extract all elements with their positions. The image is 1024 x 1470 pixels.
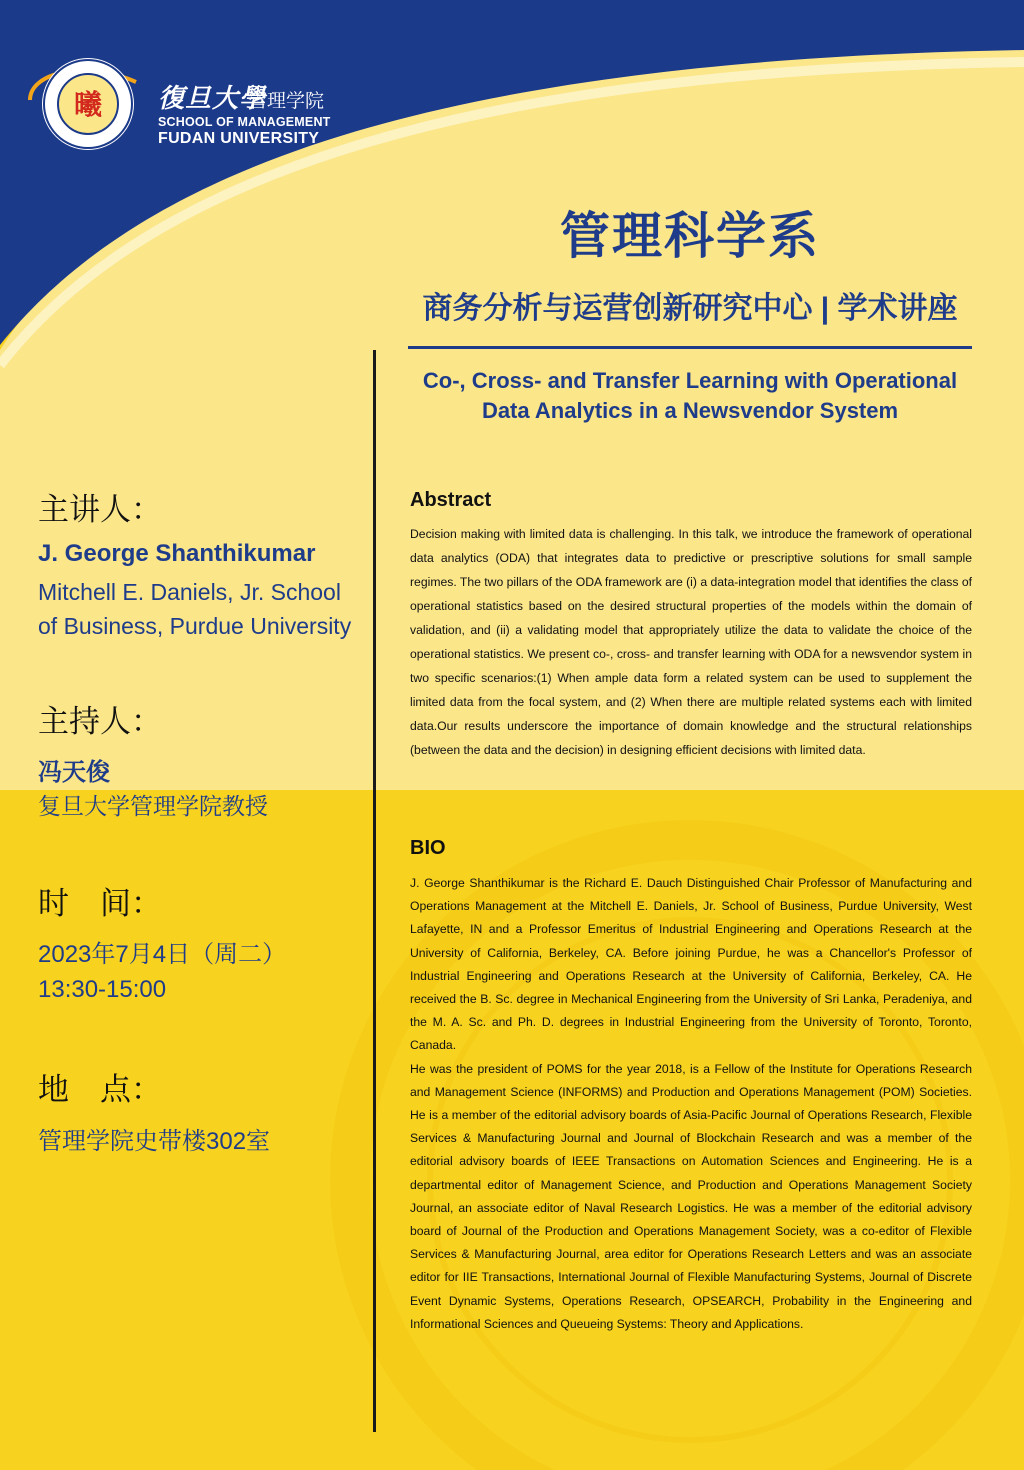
svg-text:曦: 曦 xyxy=(73,88,103,121)
event-date: 2023年7月4日（周二） xyxy=(38,941,287,968)
time-label: 时 间： xyxy=(38,886,162,921)
host-label: 主持人： xyxy=(38,704,162,739)
column-divider xyxy=(373,350,376,1432)
department-title: 管理科学系 xyxy=(560,208,820,264)
research-center-title: 商务分析与运营创新研究中心 | 学术讲座 xyxy=(422,292,958,325)
speaker-affiliation-line1: Mitchell E. Daniels, Jr. School xyxy=(38,579,341,605)
talk-title-line2: Data Analytics in a Newsvendor System xyxy=(481,398,899,423)
event-place: 管理学院史带楼302室 xyxy=(38,1128,271,1155)
bio-paragraph-2: He was the president of POMS for the year 2018, is a Fellow of the Institute for Operations Research and Management Science (INFORMS) and Production and Operations Management (POM) Societies. He is a member of the editorial advisory boards of Asia-Pacific Journal of Operations Research, Flexible Services & Manufacturing Journal and Journal of Blockchain Research and was a member of the editorial advisory boards of IEEE Transactions on Automation Sciences and Engineering. He is a departmental editor of Management Science, and Production and Operations Management Society Journal, an associate editor of Naval Research Logistics. He was a member of the editorial advisory board of Journal of the Production and Operations Management Society, was a co-editor of Flexible Services & Manufacturing Journal, area editor for Operations Research Letters and was an associate editor for IIE Transactions, International Journal of Flexible Manufacturing Systems, Journal of Discrete Event Dynamic Systems, Operations Research, OPSEARCH, Probability in the Engineering and Informational Sciences and Queueing Systems: Theory and Applications. xyxy=(410,1061,972,1331)
host-name: 冯天俊 xyxy=(38,759,110,786)
event-hours: 13:30-15:00 xyxy=(38,976,167,1003)
speaker-name: J. George Shanthikumar xyxy=(38,540,316,567)
university-script-name: 復旦大學 xyxy=(158,84,267,114)
speaker-affiliation-line2: of Business, Purdue University xyxy=(38,613,352,639)
title-rule xyxy=(408,346,972,349)
talk-title-line1: Co-, Cross- and Transfer Learning with Operational xyxy=(422,368,958,393)
university-en-name: FUDAN UNIVERSITY xyxy=(158,130,320,147)
school-emblem-icon xyxy=(26,52,144,156)
bio-paragraph-1: J. George Shanthikumar is the Richard E. Dauch Distinguished Chair Professor of Manufacturing and Operations Management at the Mitchell E. Daniels, Jr. School of Business, Purdue University, West Lafayette, IN and a Professor Emeritus of Industrial Engineering and Operations Research at the University of California, Berkeley, CA. Before joining Purdue, he was a Chancellor's Professor of Industrial Engineering and Operations Research at the University of California, Berkeley, CA. He received the B. Sc. degree in Mechanical Engineering from the University of Sri Lanka, Peradeniya, and the M. A. Sc. and Ph. D. degrees in Industrial Engineering from the University of Toronto, Toronto, Canada. xyxy=(410,876,972,1053)
speaker-affiliation xyxy=(38,575,368,643)
school-en-name: SCHOOL OF MANAGEMENT xyxy=(158,115,331,129)
talk-title xyxy=(400,366,980,426)
host-title: 复旦大学管理学院教授 xyxy=(38,793,268,819)
place-label: 地 点： xyxy=(38,1072,162,1107)
abstract-text: Decision making with limited data is challenging. In this talk, we introduce the framework of operational data analytics (ODA) that integrates data to predictive or prescriptive solutions for small sample regimes. The two pillars of the ODA framework are (i) a data-integration model that identifies the class of operational statistics based on the desired structural properties of the models within the domain of validation, and (ii) a validating model that appropriately utilize the data to validate the choice of the operational statistics. We present co-, cross- and transfer learning with ODA for a newsvendor system in two specific scenarios:(1) When ample data form a related system can be used to supplement the limited data from the focal system, and (2) When there are multiple related systems each with limited data.Our results underscore the importance of domain knowledge and the structural relationships (between the data and the decision) in designing efficient decisions with limited data. xyxy=(410,527,973,757)
school-cn-name: 管理学院 xyxy=(248,91,325,112)
abstract-heading: Abstract xyxy=(410,489,492,511)
bio-heading: BIO xyxy=(410,837,446,859)
speaker-label: 主讲人： xyxy=(38,492,162,527)
bio-text xyxy=(410,872,972,1336)
